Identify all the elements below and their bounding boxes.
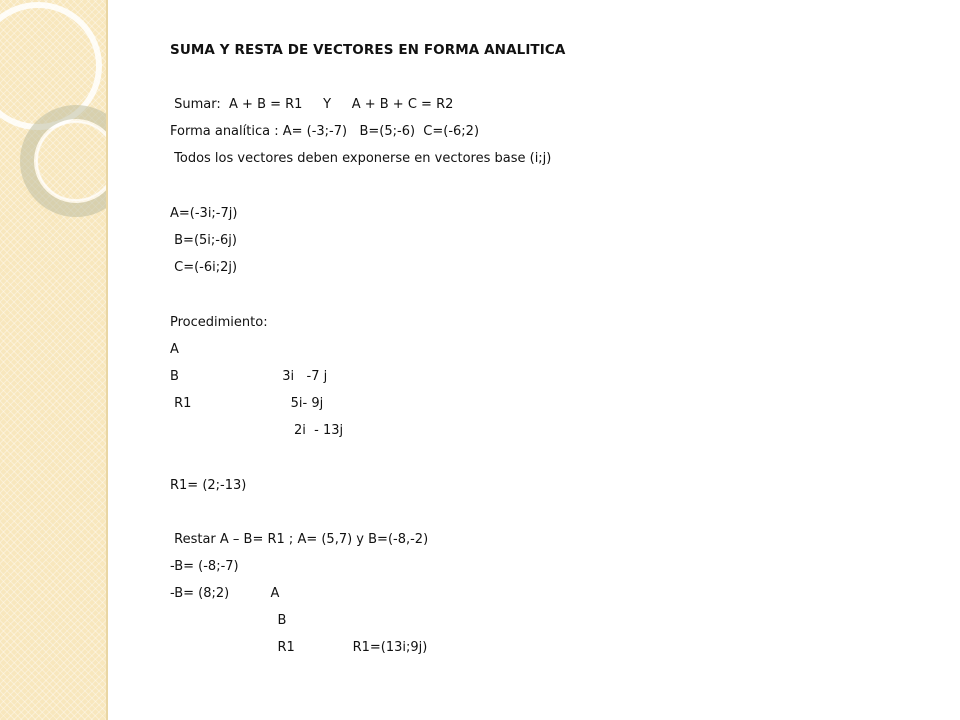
text-line-vector-a: A=(-3i;-7j)	[170, 206, 238, 221]
text-line-vector-c: C=(-6i;2j)	[170, 260, 238, 275]
slide-title: SUMA Y RESTA DE VECTORES EN FORMA ANALITICA	[170, 42, 566, 58]
text-line-sub-r1: R1 R1=(13i;9j)	[170, 640, 428, 655]
text-line-subtract-definition: Restar A – B= R1 ; A= (5,7) y B=(-8,-2)	[170, 532, 429, 547]
text-line-proc-b: B 3i -7 j	[170, 369, 328, 384]
text-line-r1-result: R1= (2;-13)	[170, 478, 247, 493]
text-line-analytic-form: Forma analítica : A= (-3;-7) B=(5;-6) C=(-6;2)	[170, 124, 480, 139]
text-line-base-vectors: Todos los vectores deben exponerse en vectores base (i;j)	[170, 151, 552, 166]
text-line-proc-a: A	[170, 342, 179, 357]
text-line-neg-b-2: -B= (8;2) A	[170, 586, 280, 601]
text-line-neg-b-1: -B= (-8;-7)	[170, 559, 239, 574]
text-line-sum-definition: Sumar: A + B = R1 Y A + B + C = R2	[170, 97, 454, 112]
text-line-proc-r1: R1 5i- 9j	[170, 396, 324, 411]
text-line-vector-b: B=(5i;-6j)	[170, 233, 237, 248]
text-line-sub-b: B	[170, 613, 287, 628]
text-line-proc-result: 2i - 13j	[170, 423, 344, 438]
text-line-procedure-heading: Procedimiento:	[170, 315, 268, 330]
